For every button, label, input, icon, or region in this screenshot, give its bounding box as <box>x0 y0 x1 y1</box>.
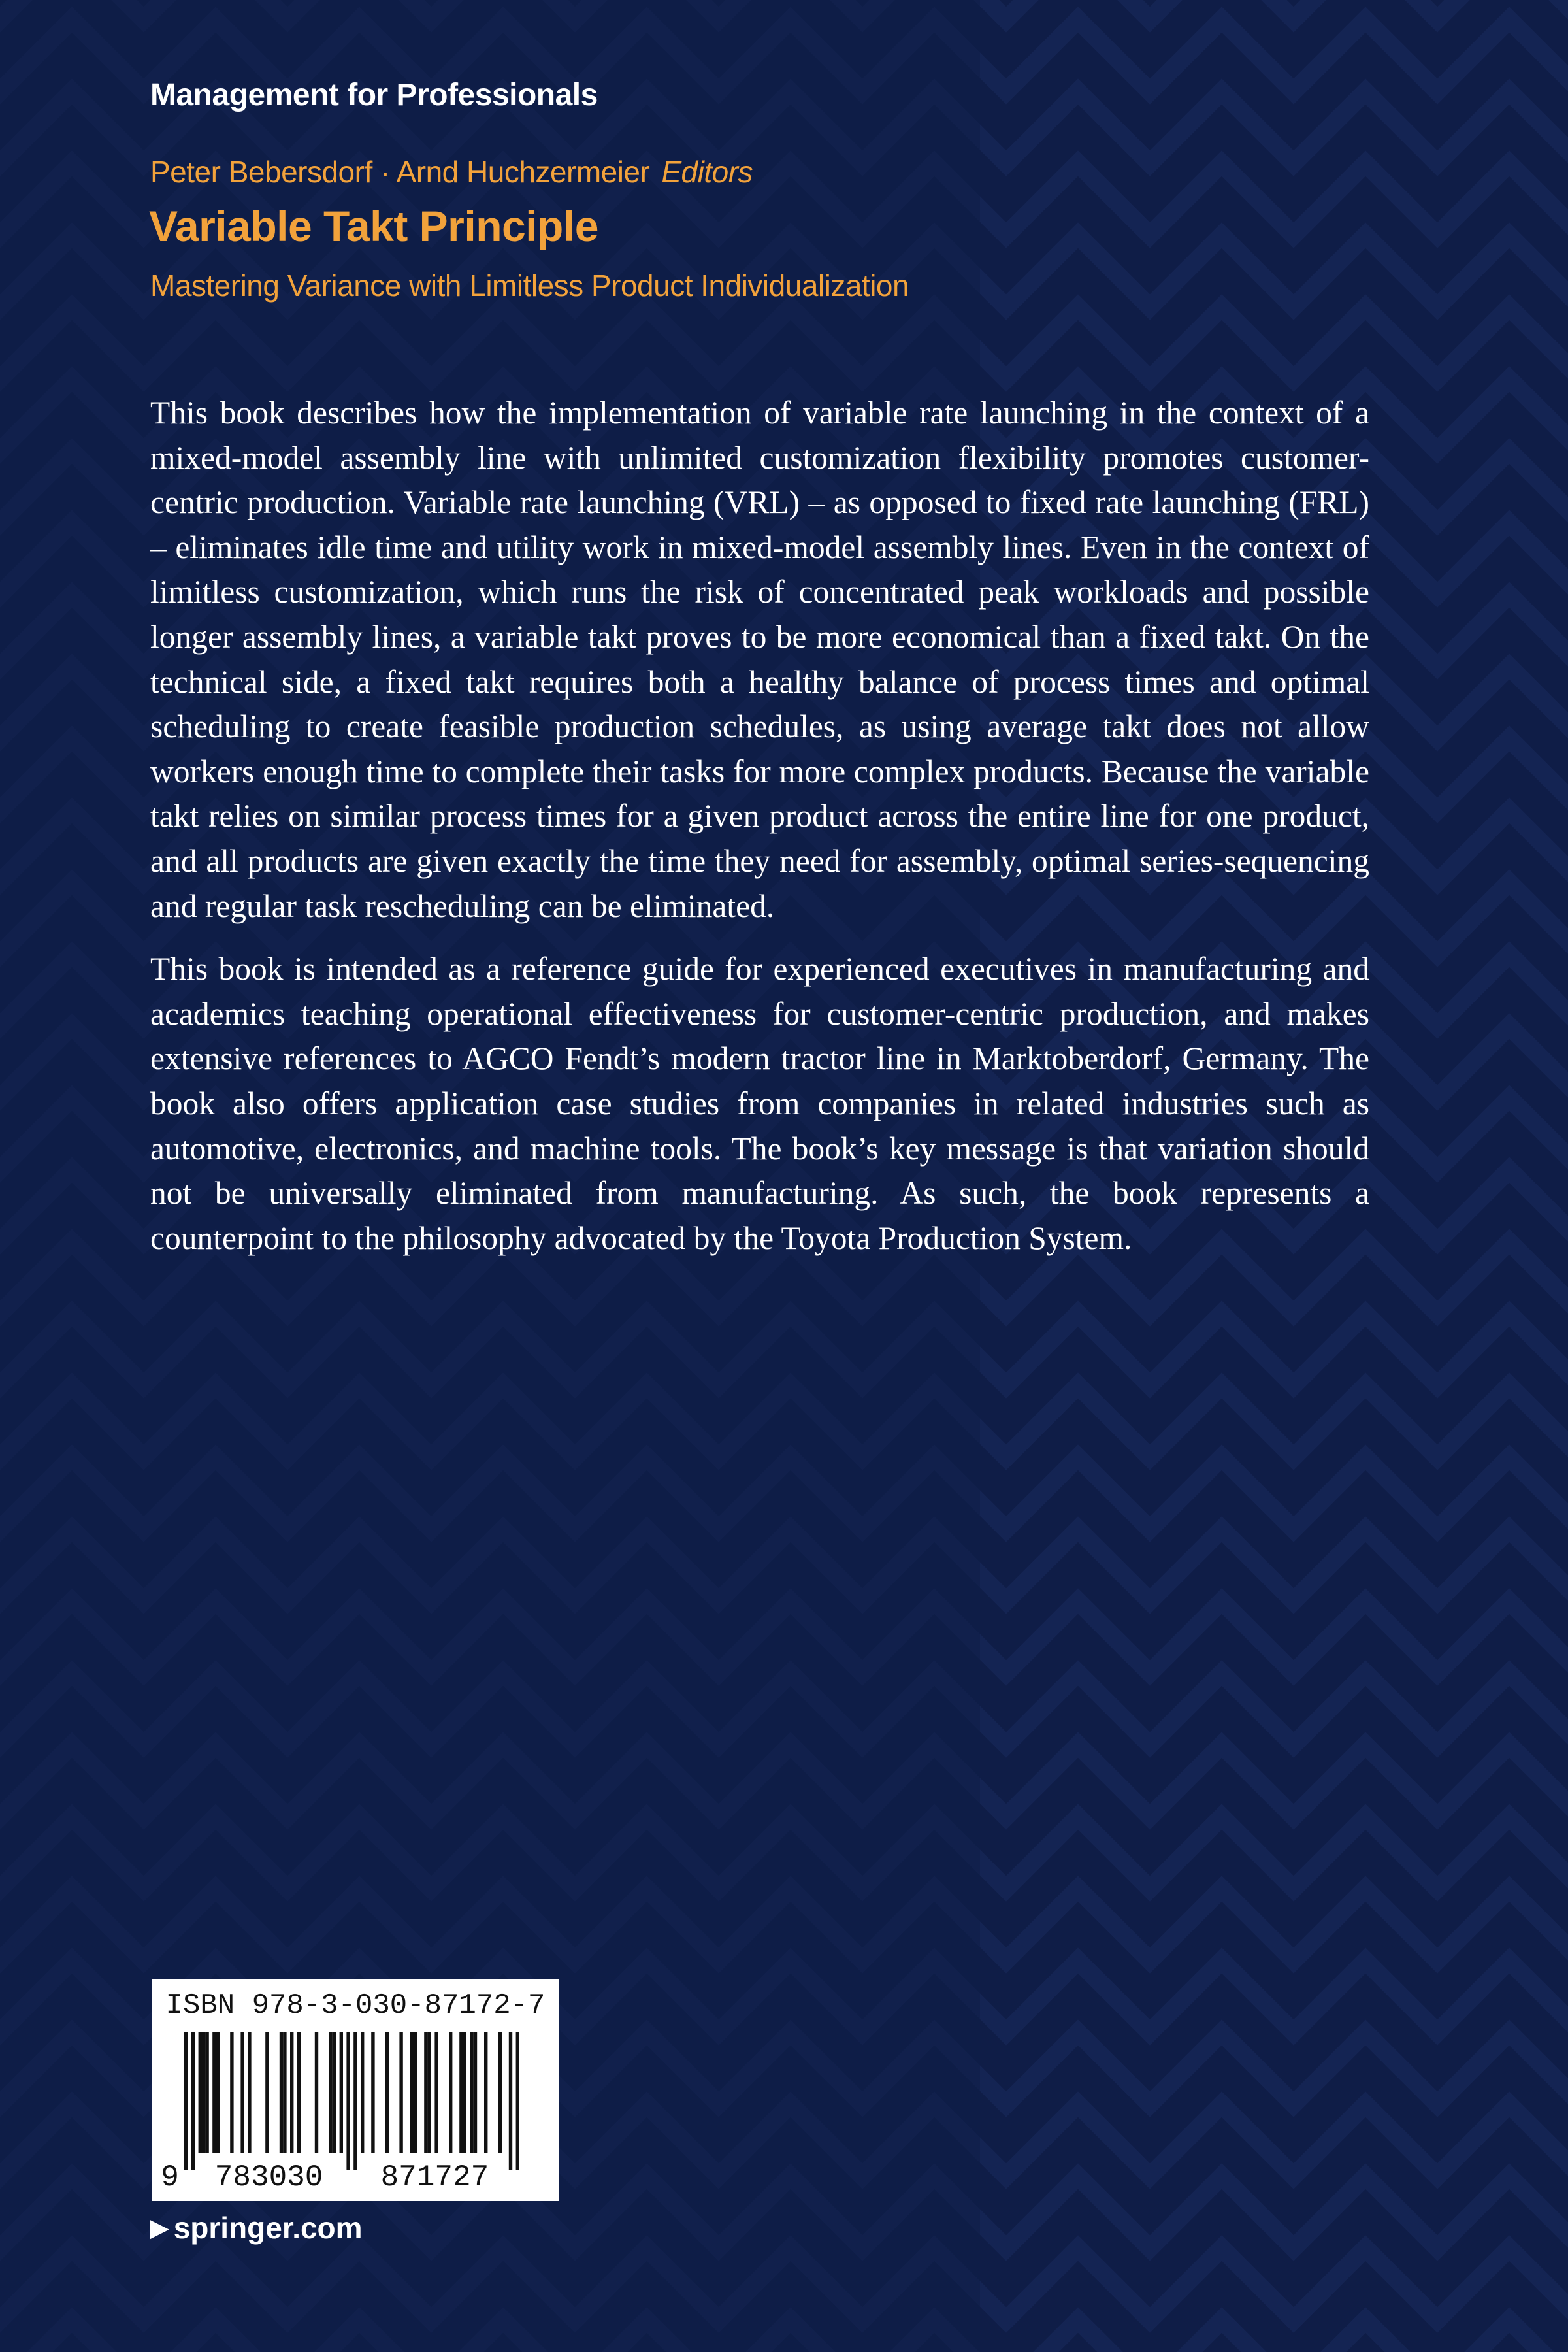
barcode-bar <box>202 2032 205 2153</box>
barcode-bar <box>283 2032 286 2153</box>
barcode-bar <box>191 2032 195 2170</box>
publisher-website[interactable] <box>150 2210 363 2245</box>
isbn-label: ISBN 978-3-030-87172-7 <box>165 1989 546 2022</box>
barcode-bar <box>346 2032 350 2170</box>
barcode-bar <box>399 2032 402 2153</box>
book-title: Variable Takt Principle <box>149 202 598 250</box>
barcode-bar <box>498 2032 502 2153</box>
barcode-bar <box>428 2032 431 2153</box>
barcode-bar <box>297 2032 301 2153</box>
barcode-bar <box>230 2032 233 2153</box>
barcode-bar <box>340 2032 343 2153</box>
barcode-bar <box>240 2032 244 2153</box>
barcode-bars <box>152 2029 559 2192</box>
website-label: springer.com <box>173 2211 363 2245</box>
barcode-bar <box>315 2032 318 2153</box>
barcode-bar <box>414 2032 417 2153</box>
barcode-bar <box>459 2032 463 2153</box>
barcode-bar <box>333 2032 336 2153</box>
barcode-bar <box>205 2032 208 2153</box>
barcode-bar <box>371 2032 374 2153</box>
barcode-bar <box>463 2032 466 2153</box>
barcode-bar <box>248 2032 251 2153</box>
book-description <box>150 391 1369 1261</box>
barcode-bar <box>290 2032 293 2153</box>
description-paragraph-1: This book describes how the implementation of variable rate launching in the context of a mixed-model assembly line with unlimited customization flexibility promotes customer-centric production. Variable rate launching (VRL) – as opposed to fixed rate launching (FRL) – eliminates idle time and utility work in mixed-model assembly lines. Even in the context of limitless customization, which runs the risk of concentrated peak workloads and possible longer assembly lines, a variable takt proves to be more economical than a fixed takt. On the technical side, a fixed takt requires both a healthy balance of process times and optimal scheduling to create feasible production schedules, as using average takt does not allow workers enough time to complete their tasks for more complex products. Because the variable takt relies on similar process times for a given product across the entire line for one product, and all products are given exactly the time they need for assembly, optimal series-sequencing and regular task rescheduling can be eliminated. <box>150 395 1369 924</box>
barcode-bar <box>265 2032 269 2153</box>
barcode-bar <box>424 2032 427 2153</box>
barcode-bar <box>212 2032 216 2153</box>
barcode-bar <box>329 2032 332 2153</box>
barcode-bar <box>516 2032 519 2170</box>
barcode-digits: 871727 <box>380 2161 489 2192</box>
barcode-bar <box>474 2032 477 2153</box>
barcode-digits: 783030 <box>214 2161 323 2192</box>
editors-role: Editors <box>661 155 753 189</box>
book-subtitle: Mastering Variance with Limitless Product Individualization <box>150 269 909 303</box>
isbn-barcode <box>152 1979 559 2201</box>
barcode-bar <box>216 2032 220 2153</box>
barcode-bar <box>353 2032 357 2170</box>
barcode-bar <box>434 2032 438 2153</box>
barcode-bar <box>361 2032 364 2153</box>
barcode-digits: 9 <box>161 2161 179 2192</box>
barcode-bar <box>484 2032 487 2153</box>
barcode-bar <box>184 2032 188 2170</box>
editor-names: Peter Bebersdorf · Arnd Huchzermeier <box>150 155 650 189</box>
play-arrow-icon: ▶ <box>150 2214 169 2241</box>
barcode-bar <box>449 2032 452 2153</box>
barcode-bar <box>199 2032 202 2153</box>
editors-line <box>150 154 753 190</box>
barcode-bar <box>385 2032 389 2153</box>
barcode-bar <box>410 2032 414 2153</box>
barcode-bar <box>509 2032 512 2170</box>
barcode-bar <box>280 2032 283 2153</box>
description-paragraph-2: This book is intended as a reference guide for experienced executives in manufacturing and academics teaching operational effectiveness for customer-centric production, and makes extensive references to AGCO Fendt’s modern tractor line in Marktoberdorf, Germany. The book also offers application case studies from companies in related industries such as automotive, electronics, and machine tools. The book’s key message is that variation should not be universally eliminated from manufacturing. As such, the book represents a counterpoint to the philosophy advocated by the Toyota Production System. <box>150 951 1369 1256</box>
series-name: Management for Professionals <box>150 78 598 112</box>
barcode-bar <box>470 2032 473 2153</box>
